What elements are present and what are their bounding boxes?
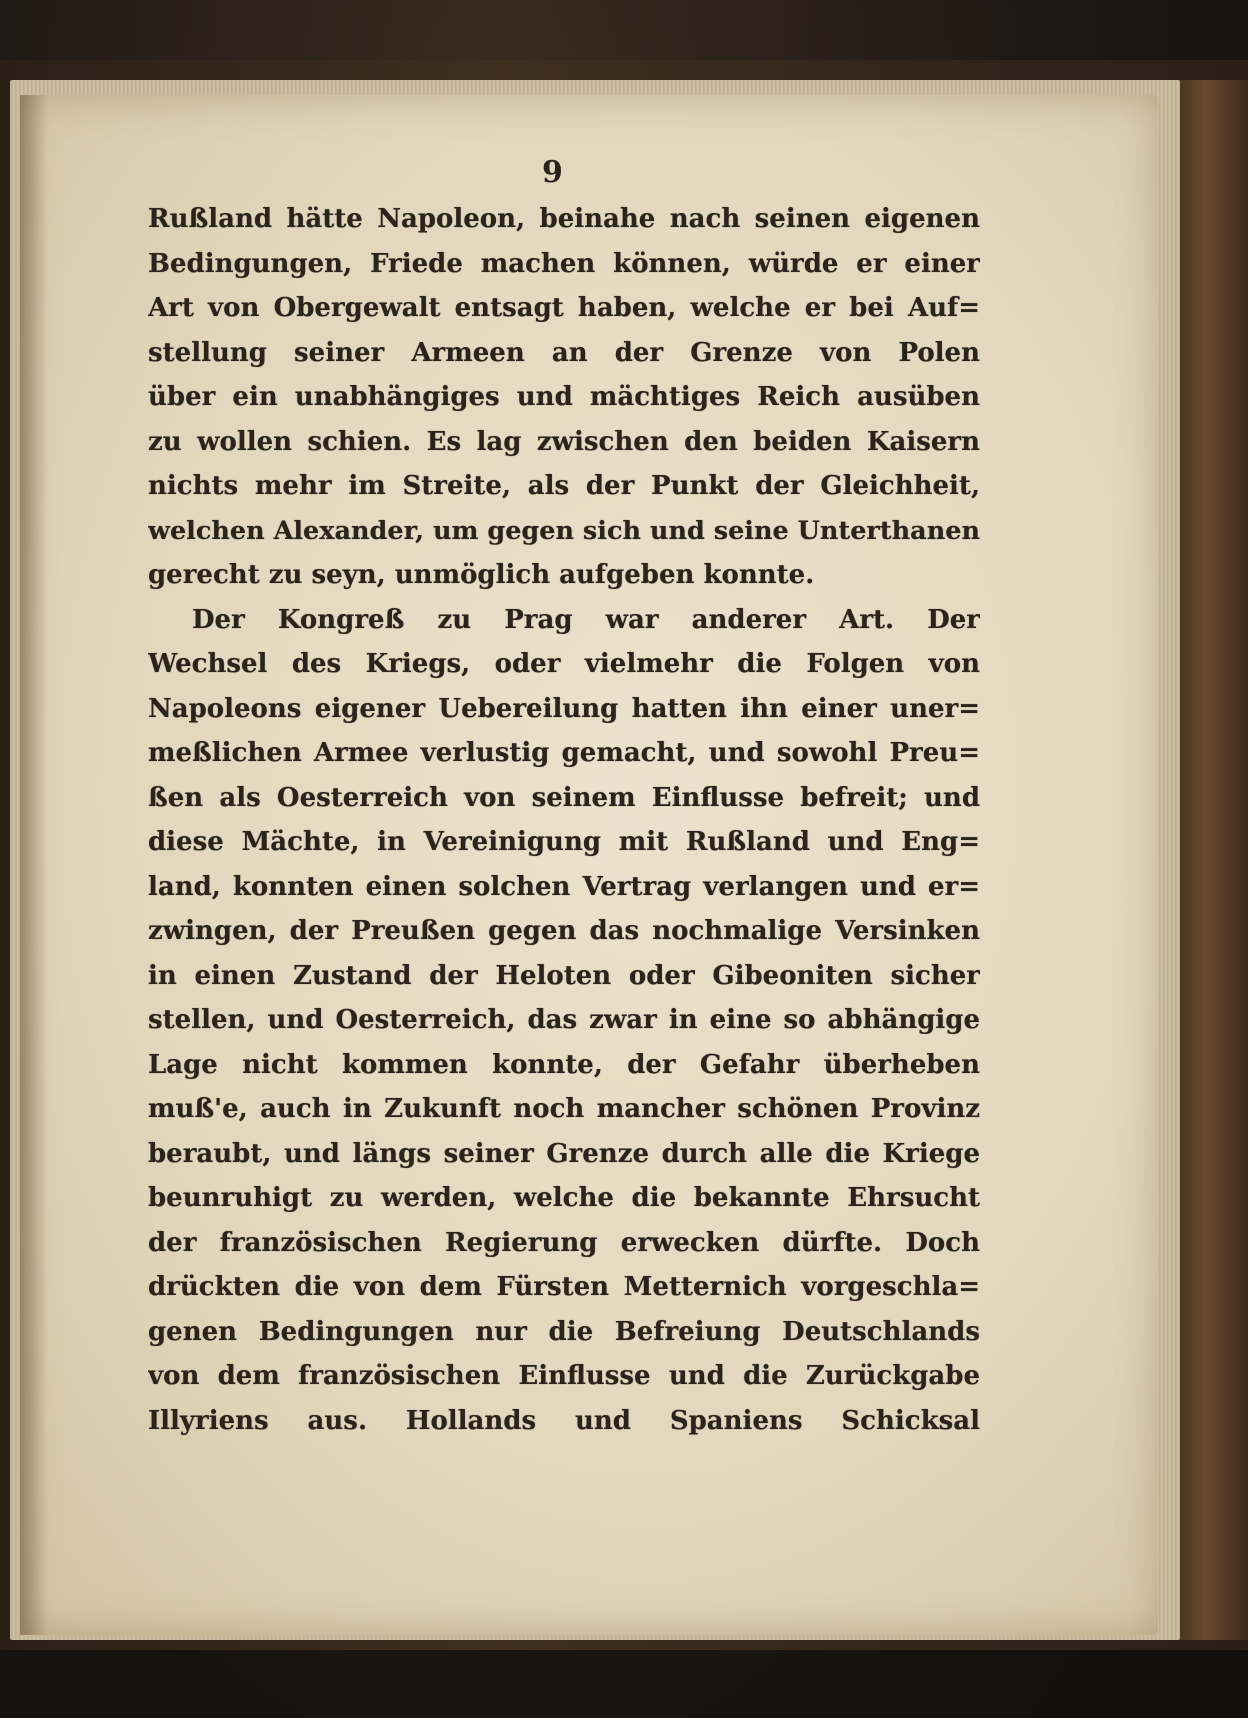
- text-line: Illyriens aus. Hollands und Spaniens Schicksal: [148, 1405, 980, 1436]
- text-line: drückten die von dem Fürsten Metternich vorgeschla=: [148, 1272, 980, 1302]
- text-line: genen Bedingungen nur die Befreiung Deutschlands: [148, 1316, 980, 1347]
- text-line: von dem französischen Einflusse und die Zurückgabe: [148, 1361, 980, 1391]
- text-line: diese Mächte, in Vereinigung mit Rußland und Eng=: [148, 827, 980, 857]
- text-line: Wechsel des Kriegs, oder vielmehr die Folgen von: [148, 649, 980, 679]
- book-cover-edge: [1178, 80, 1248, 1640]
- page-number: 9: [542, 155, 563, 190]
- text-line: stellung seiner Armeen an der Grenze von Polen: [148, 337, 980, 368]
- text-line: Rußland hätte Napoleon, beinahe nach seinen eigenen: [148, 204, 980, 234]
- text-line: Napoleons eigener Uebereilung hatten ihn einer uner=: [148, 693, 980, 724]
- text-line: land, konnten einen solchen Vertrag verlangen und er=: [148, 871, 980, 902]
- text-line: beraubt, und längs seiner Grenze durch alle die Kriege: [148, 1138, 980, 1169]
- text-line: meßlichen Armee verlustig gemacht, und sowohl Preu=: [148, 738, 980, 768]
- text-line: ßen als Oesterreich von seinem Einflusse befreit; und: [148, 782, 980, 813]
- text-line: zu wollen schien. Es lag zwischen den beiden Kaisern: [148, 426, 980, 457]
- text-line: über ein unabhängiges und mächtiges Reich ausüben: [148, 382, 980, 412]
- text-line: muß'e, auch in Zukunft noch mancher schönen Provinz: [148, 1094, 980, 1124]
- text-line: Der Kongreß zu Prag war anderer Art. Der: [192, 604, 980, 635]
- book-page: [20, 95, 1158, 1635]
- text-line: gerecht zu seyn, unmöglich aufgeben konnte.: [148, 560, 815, 590]
- text-line: stellen, und Oesterreich, das zwar in eine so abhängige: [148, 1005, 980, 1035]
- text-line: Art von Obergewalt entsagt haben, welche er bei Auf=: [148, 293, 980, 323]
- text-line: Lage nicht kommen konnte, der Gefahr überheben: [148, 1049, 980, 1080]
- text-line: welchen Alexander, um gegen sich und seine Unterthanen: [148, 515, 980, 546]
- text-line: zwingen, der Preußen gegen das nochmalige Versinken: [148, 916, 980, 946]
- text-line: in einen Zustand der Heloten oder Gibeoniten sicher: [148, 960, 980, 991]
- page-gutter-shadow: [20, 95, 48, 1635]
- text-line: beunruhigt zu werden, welche die bekannte Ehrsucht: [148, 1183, 980, 1213]
- body-text: [148, 197, 980, 1443]
- text-line: nichts mehr im Streite, als der Punkt der Gleichheit,: [148, 471, 980, 501]
- text-line: Bedingungen, Friede machen können, würde er einer: [148, 248, 980, 279]
- text-line: der französischen Regierung erwecken dürfte. Doch: [148, 1227, 980, 1258]
